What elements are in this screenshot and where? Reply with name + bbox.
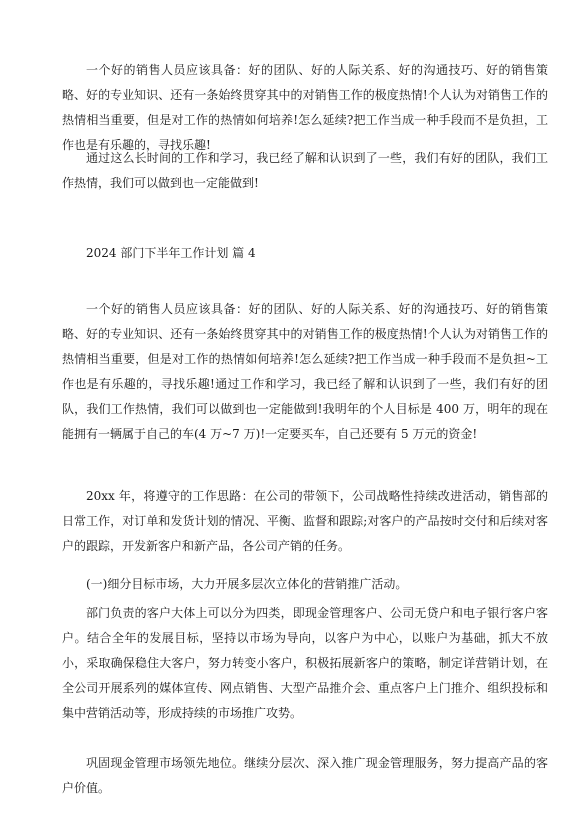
paragraph-intro-2: 通过这么长时间的工作和学习，我已经了解和认识到了一些，我们有好的团队，我们工作热情，我们可以做到也一定能做到! — [62, 151, 548, 190]
paragraph-subheading-1: (一)细分目标市场，大力开展多层次立体化的营销推广活动。 — [86, 577, 408, 591]
paragraph-goals: 一个好的销售人员应该具备：好的团队、好的人际关系、好的沟通技巧、好的销售策略、好的专业知识、还有一条始终贯穿其中的对销售工作的极度热情!个人认为对销售工作的热情相当重要，但是对工作的热情如何培养!怎么延续?把工作当成一种手段而不是负担~工作也是有乐趣的，寻找乐趣!通过工作和学习，我已经了解和认识到了一些，我们有好的团队，我们工作热情，我们可以做到也一定能做到!我明年的个人目标是 400 万，明年的现在能拥有一辆属于自己的车(4 万~7 万)!一定要买车，自己还要有 5 万元的资金! — [62, 302, 548, 441]
paragraph-customers: 部门负责的客户大体上可以分为四类，即现金管理客户、公司无贷户和电子银行客户客户。结合全年的发展目标，坚持以市场为导向，以客户为中心，以账户为基础，抓大不放小，采取确保稳住大客户，努力转变小客户，积极拓展新客户的策略，制定详营销计划，在全公司开展系列的媒体宣传、网点销售、大型产品推介会、重点客户上门推介、组织投标和集中营销活动等，形成持续的市场推广攻势。 — [62, 606, 548, 720]
section-heading: 2024 部门下半年工作计划 篇 4 — [86, 246, 256, 260]
paragraph-work-plan: 20xx 年，将遵守的工作思路：在公司的带领下，公司战略性持续改进活动，销售部的日常工作，对订单和发货计划的情况、平衡、监督和跟踪;对客户的产品按时交付和后续对客户的跟踪，开发新客户和新产品，各公司产销的任务。 — [62, 489, 548, 553]
paragraph-cash-management: 巩固现金管理市场领先地位。继续分层次、深入推广现金管理服务，努力提高产品的客户价值。 — [62, 756, 548, 795]
paragraph-intro-1: 一个好的销售人员应该具备：好的团队、好的人际关系、好的沟通技巧、好的销售策略、好的专业知识、还有一条始终贯穿其中的对销售工作的极度热情!个人认为对销售工作的热情相当重要，但是对工作的热情如何培养!怎么延续?把工作当成一种手段而不是负担，工作也是有乐趣的，寻找乐趣! — [62, 63, 548, 152]
